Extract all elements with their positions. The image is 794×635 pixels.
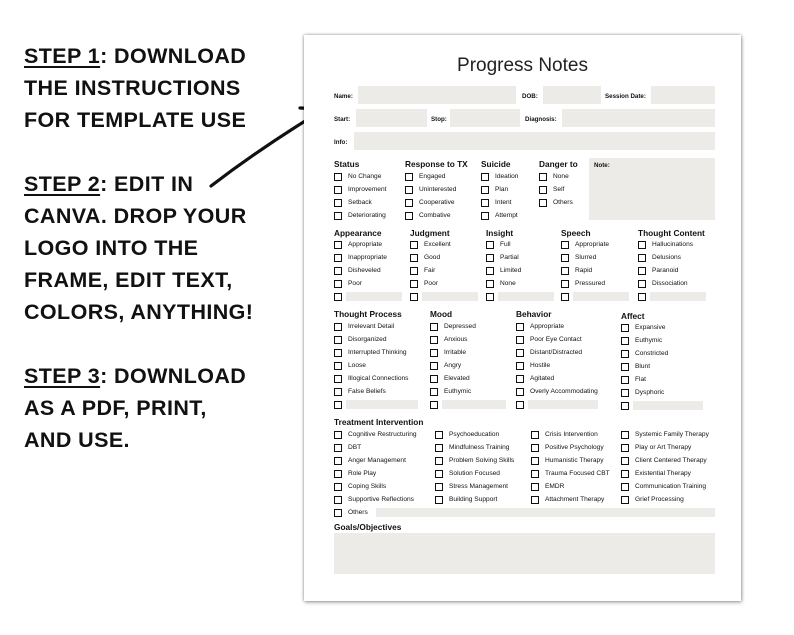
danger-label: Others xyxy=(553,199,573,206)
name-label: Name: xyxy=(334,93,353,100)
thought-process-other-field[interactable] xyxy=(346,400,418,409)
mood-checkbox[interactable] xyxy=(430,362,438,370)
judgment-label: Fair xyxy=(424,267,436,274)
treatment-checkbox[interactable] xyxy=(435,457,443,465)
start-label: Start: xyxy=(334,116,351,123)
treatment-label: Psychoeducation xyxy=(449,431,500,438)
appearance-other-field[interactable] xyxy=(346,292,402,301)
behavior-other-field[interactable] xyxy=(528,400,598,409)
speech-label: Rapid xyxy=(575,267,593,274)
judgment-checkbox[interactable] xyxy=(410,241,418,249)
treatment-checkbox[interactable] xyxy=(531,444,539,452)
step-2-rest: : EDIT IN xyxy=(100,172,194,196)
treatment-checkbox[interactable] xyxy=(435,444,443,452)
treatment-label: Systemic Family Therapy xyxy=(635,431,709,438)
step-2-line: CANVA. DROP YOUR xyxy=(24,204,247,228)
goals-field[interactable] xyxy=(334,533,715,574)
treatment-checkbox[interactable] xyxy=(531,470,539,478)
treatment-label: Cognitive Restructuring xyxy=(348,431,417,438)
treatment-label: Role Play xyxy=(348,470,377,477)
treatment-checkbox[interactable] xyxy=(435,470,443,478)
status-label: No Change xyxy=(348,173,382,180)
mood-label: Euthymic xyxy=(444,388,472,395)
speech-checkbox[interactable] xyxy=(561,241,569,249)
insight-checkbox[interactable] xyxy=(486,267,494,275)
behavior-checkbox[interactable] xyxy=(516,349,524,357)
speech-label: Pressured xyxy=(575,280,606,287)
speech-checkbox[interactable] xyxy=(561,280,569,288)
affect-label: Dysphoric xyxy=(635,389,665,396)
start-field[interactable] xyxy=(356,109,427,127)
thought-content-checkbox[interactable] xyxy=(638,241,646,249)
affect-checkbox[interactable] xyxy=(621,363,629,371)
behavior-label: Poor Eye Contact xyxy=(530,336,582,343)
treatment-checkbox[interactable] xyxy=(531,431,539,439)
mood-checkbox[interactable] xyxy=(430,349,438,357)
suicide-title: Suicide xyxy=(481,159,511,169)
danger-label: Self xyxy=(553,186,565,193)
mood-label: Depressed xyxy=(444,323,476,330)
step-1-rest: : DOWNLOAD xyxy=(100,44,247,68)
dob-field[interactable] xyxy=(543,86,601,104)
danger-title: Danger to xyxy=(539,159,578,169)
treatment-checkbox[interactable] xyxy=(334,457,342,465)
suicide-label: Plan xyxy=(495,186,509,193)
treatment-label: DBT xyxy=(348,444,362,451)
thought-content-checkbox[interactable] xyxy=(638,267,646,275)
treatment-label: EMDR xyxy=(545,483,565,490)
name-field[interactable] xyxy=(358,86,516,104)
status-label: Setback xyxy=(348,199,372,206)
treatment-label: Mindfulness Training xyxy=(449,444,510,451)
suicide-checkbox[interactable] xyxy=(481,173,489,181)
step-3-line: AS A PDF, PRINT, xyxy=(24,396,207,420)
mood-label: Angry xyxy=(444,362,462,369)
treatment-label: Solution Focused xyxy=(449,470,500,477)
treatment-title: Treatment Intervention xyxy=(334,417,424,427)
speech-other-field[interactable] xyxy=(573,292,629,301)
speech-label: Slurred xyxy=(575,254,597,261)
response-label: Combative xyxy=(419,212,451,219)
response-label: Uninterested xyxy=(419,186,457,193)
diagnosis-label: Diagnosis: xyxy=(525,116,557,123)
thought-process-label: False Beliefs xyxy=(348,388,386,395)
speech-title: Speech xyxy=(561,228,591,238)
danger-label: None xyxy=(553,173,569,180)
step-2-heading: STEP 2 xyxy=(24,172,101,196)
thought-process-checkbox[interactable] xyxy=(334,362,342,370)
info-field[interactable] xyxy=(354,132,715,150)
thought-content-label: Delusions xyxy=(652,254,681,261)
response-label: Cooperative xyxy=(419,199,455,206)
thought-content-checkbox[interactable] xyxy=(638,280,646,288)
thought-process-label: Disorganized xyxy=(348,336,387,343)
step-1-heading: STEP 1 xyxy=(24,44,101,68)
judgment-checkbox[interactable] xyxy=(410,254,418,262)
insight-title: Insight xyxy=(486,228,514,238)
judgment-other-field[interactable] xyxy=(422,292,478,301)
behavior-label: Hostile xyxy=(530,362,551,369)
affect-checkbox[interactable] xyxy=(621,389,629,397)
treatment-checkbox[interactable] xyxy=(435,483,443,491)
appearance-label: Poor xyxy=(348,280,362,287)
page-title: Progress Notes xyxy=(457,55,588,76)
mood-checkbox[interactable] xyxy=(430,336,438,344)
danger-checkbox[interactable] xyxy=(539,186,547,194)
insight-checkbox[interactable] xyxy=(486,254,494,262)
status-checkbox[interactable] xyxy=(334,173,342,181)
danger-checkbox[interactable] xyxy=(539,173,547,181)
thought-process-checkbox[interactable] xyxy=(334,388,342,396)
status-checkbox[interactable] xyxy=(334,199,342,207)
mood-checkbox[interactable] xyxy=(430,323,438,331)
judgment-title: Judgment xyxy=(410,228,450,238)
step-2-line: FRAME, EDIT TEXT, xyxy=(24,268,233,292)
dob-label: DOB: xyxy=(522,93,538,100)
affect-label: Flat xyxy=(635,376,646,383)
thought-content-other-field[interactable] xyxy=(650,292,706,301)
thought-content-checkbox[interactable] xyxy=(638,293,646,301)
treatment-label: Client Centered Therapy xyxy=(635,457,707,464)
treatment-checkbox[interactable] xyxy=(531,483,539,491)
treatment-label: Building Support xyxy=(449,496,498,503)
thought-content-checkbox[interactable] xyxy=(638,254,646,262)
treatment-checkbox[interactable] xyxy=(334,483,342,491)
judgment-checkbox[interactable] xyxy=(410,267,418,275)
status-title: Status xyxy=(334,159,360,169)
thought-content-title: Thought Content xyxy=(638,228,705,238)
status-checkbox[interactable] xyxy=(334,212,342,220)
treatment-label: Play or Art Therapy xyxy=(635,444,692,451)
treatment-checkbox[interactable] xyxy=(621,457,629,465)
insight-label: Partial xyxy=(500,254,519,261)
response-checkbox[interactable] xyxy=(405,199,413,207)
behavior-label: Overly Accommodating xyxy=(530,388,598,395)
status-checkbox[interactable] xyxy=(334,186,342,194)
treatment-checkbox[interactable] xyxy=(621,483,629,491)
status-label: Improvement xyxy=(348,186,387,193)
mood-checkbox[interactable] xyxy=(430,388,438,396)
treatment-label: Supportive Reflections xyxy=(348,496,414,503)
speech-checkbox[interactable] xyxy=(561,293,569,301)
behavior-checkbox[interactable] xyxy=(516,388,524,396)
session-date-field[interactable] xyxy=(651,86,715,104)
thought-process-checkbox[interactable] xyxy=(334,336,342,344)
thought-process-checkbox[interactable] xyxy=(334,401,342,409)
treatment-label: Crisis Intervention xyxy=(545,431,598,438)
response-checkbox[interactable] xyxy=(405,173,413,181)
suicide-label: Attempt xyxy=(495,212,518,219)
mood-checkbox[interactable] xyxy=(430,375,438,383)
step-3 xyxy=(24,360,286,456)
speech-checkbox[interactable] xyxy=(561,267,569,275)
speech-label: Appropriate xyxy=(575,241,610,248)
appearance-label: Inappropriate xyxy=(348,254,387,261)
treatment-checkbox[interactable] xyxy=(435,496,443,504)
thought-process-checkbox[interactable] xyxy=(334,349,342,357)
suicide-label: Intent xyxy=(495,199,512,206)
appearance-label: Disheveled xyxy=(348,267,381,274)
affect-other-field[interactable] xyxy=(633,401,703,410)
thought-process-label: Illogical Connections xyxy=(348,375,409,382)
affect-title: Affect xyxy=(621,311,645,321)
treatment-label: Others xyxy=(348,509,368,516)
behavior-label: Appropriate xyxy=(530,323,565,330)
thought-process-checkbox[interactable] xyxy=(334,323,342,331)
step-3-rest: : DOWNLOAD xyxy=(100,364,247,388)
treatment-checkbox[interactable] xyxy=(334,509,342,517)
judgment-label: Excellent xyxy=(424,241,451,248)
behavior-label: Distant/Distracted xyxy=(530,349,583,356)
treatment-label: Humanistic Therapy xyxy=(545,457,604,464)
insight-checkbox[interactable] xyxy=(486,293,494,301)
step-3-line: AND USE. xyxy=(24,428,130,452)
thought-content-label: Paranoid xyxy=(652,267,679,274)
session-date-label: Session Date: xyxy=(605,93,646,100)
thought-content-label: Dissociation xyxy=(652,280,688,287)
judgment-checkbox[interactable] xyxy=(410,280,418,288)
thought-process-title: Thought Process xyxy=(334,309,402,319)
treatment-checkbox[interactable] xyxy=(621,470,629,478)
info-label: Info: xyxy=(334,139,348,146)
response-checkbox[interactable] xyxy=(405,212,413,220)
appearance-title: Appearance xyxy=(334,228,382,238)
treatment-checkbox[interactable] xyxy=(334,431,342,439)
affect-checkbox[interactable] xyxy=(621,350,629,358)
appearance-label: Appropriate xyxy=(348,241,383,248)
diagnosis-field[interactable] xyxy=(562,109,715,127)
behavior-title: Behavior xyxy=(516,309,552,319)
behavior-checkbox[interactable] xyxy=(516,323,524,331)
treatment-label: Existential Therapy xyxy=(635,470,691,477)
step-3-heading: STEP 3 xyxy=(24,364,101,388)
stop-label: Stop: xyxy=(431,116,447,123)
progress-notes-sheet xyxy=(304,35,741,601)
treatment-label: Attachment Therapy xyxy=(545,496,605,503)
judgment-checkbox[interactable] xyxy=(410,293,418,301)
goals-title: Goals/Objectives xyxy=(334,522,402,532)
thought-process-label: Loose xyxy=(348,362,366,369)
treatment-checkbox[interactable] xyxy=(621,496,629,504)
behavior-label: Agitated xyxy=(530,375,555,382)
appearance-checkbox[interactable] xyxy=(334,280,342,288)
treatment-checkbox[interactable] xyxy=(334,444,342,452)
speech-checkbox[interactable] xyxy=(561,254,569,262)
appearance-checkbox[interactable] xyxy=(334,241,342,249)
affect-checkbox[interactable] xyxy=(621,337,629,345)
insight-other-field[interactable] xyxy=(498,292,554,301)
insight-label: None xyxy=(500,280,516,287)
treatment-label: Problem Solving Skills xyxy=(449,457,515,464)
thought-content-label: Hallucinations xyxy=(652,241,694,248)
insight-label: Full xyxy=(500,241,511,248)
suicide-label: Ideation xyxy=(495,173,519,180)
mood-label: Elevated xyxy=(444,375,470,382)
suicide-checkbox[interactable] xyxy=(481,186,489,194)
mood-label: Irritable xyxy=(444,349,466,356)
treatment-checkbox[interactable] xyxy=(531,457,539,465)
suicide-checkbox[interactable] xyxy=(481,212,489,220)
affect-label: Expansive xyxy=(635,324,666,331)
treatment-checkbox[interactable] xyxy=(435,431,443,439)
thought-process-checkbox[interactable] xyxy=(334,375,342,383)
behavior-checkbox[interactable] xyxy=(516,362,524,370)
judgment-label: Good xyxy=(424,254,441,261)
note-label: Note: xyxy=(594,162,610,169)
status-label: Deteriorating xyxy=(348,212,386,219)
step-1-line: FOR TEMPLATE USE xyxy=(24,108,247,132)
affect-label: Euthymic xyxy=(635,337,663,344)
treatment-checkbox[interactable] xyxy=(621,431,629,439)
step-2-line: COLORS, ANYTHING! xyxy=(24,300,254,324)
thought-process-label: Interrupted Thinking xyxy=(348,349,407,356)
treatment-checkbox[interactable] xyxy=(334,470,342,478)
step-1-line: THE INSTRUCTIONS xyxy=(24,76,241,100)
treatment-checkbox[interactable] xyxy=(334,496,342,504)
mood-title: Mood xyxy=(430,309,453,319)
affect-checkbox[interactable] xyxy=(621,402,629,410)
affect-checkbox[interactable] xyxy=(621,324,629,332)
behavior-checkbox[interactable] xyxy=(516,401,524,409)
appearance-checkbox[interactable] xyxy=(334,254,342,262)
treatment-checkbox[interactable] xyxy=(621,444,629,452)
judgment-label: Poor xyxy=(424,280,438,287)
treatment-label: Coping Skills xyxy=(348,483,387,490)
treatment-others-field[interactable] xyxy=(376,508,715,517)
response-label: Engaged xyxy=(419,173,446,180)
thought-process-label: Irrelevant Detail xyxy=(348,323,395,330)
insight-label: Limited xyxy=(500,267,522,274)
treatment-label: Positive Psychology xyxy=(545,444,604,451)
appearance-checkbox[interactable] xyxy=(334,267,342,275)
affect-checkbox[interactable] xyxy=(621,376,629,384)
mood-label: Anxious xyxy=(444,336,468,343)
treatment-label: Grief Processing xyxy=(635,496,684,503)
treatment-checkbox[interactable] xyxy=(531,496,539,504)
affect-label: Blunt xyxy=(635,363,651,370)
mood-checkbox[interactable] xyxy=(430,401,438,409)
response-title: Response to TX xyxy=(405,159,468,169)
insight-checkbox[interactable] xyxy=(486,280,494,288)
affect-label: Constricted xyxy=(635,350,669,357)
treatment-label: Stress Management xyxy=(449,483,509,490)
treatment-label: Communication Training xyxy=(635,483,707,490)
treatment-label: Trauma Focused CBT xyxy=(545,470,610,477)
danger-checkbox[interactable] xyxy=(539,199,547,207)
step-2-line: LOGO INTO THE xyxy=(24,236,199,260)
stop-field[interactable] xyxy=(450,109,520,127)
treatment-label: Anger Management xyxy=(348,457,406,464)
mood-other-field[interactable] xyxy=(442,400,506,409)
behavior-checkbox[interactable] xyxy=(516,336,524,344)
suicide-checkbox[interactable] xyxy=(481,199,489,207)
response-checkbox[interactable] xyxy=(405,186,413,194)
appearance-checkbox[interactable] xyxy=(334,293,342,301)
insight-checkbox[interactable] xyxy=(486,241,494,249)
behavior-checkbox[interactable] xyxy=(516,375,524,383)
